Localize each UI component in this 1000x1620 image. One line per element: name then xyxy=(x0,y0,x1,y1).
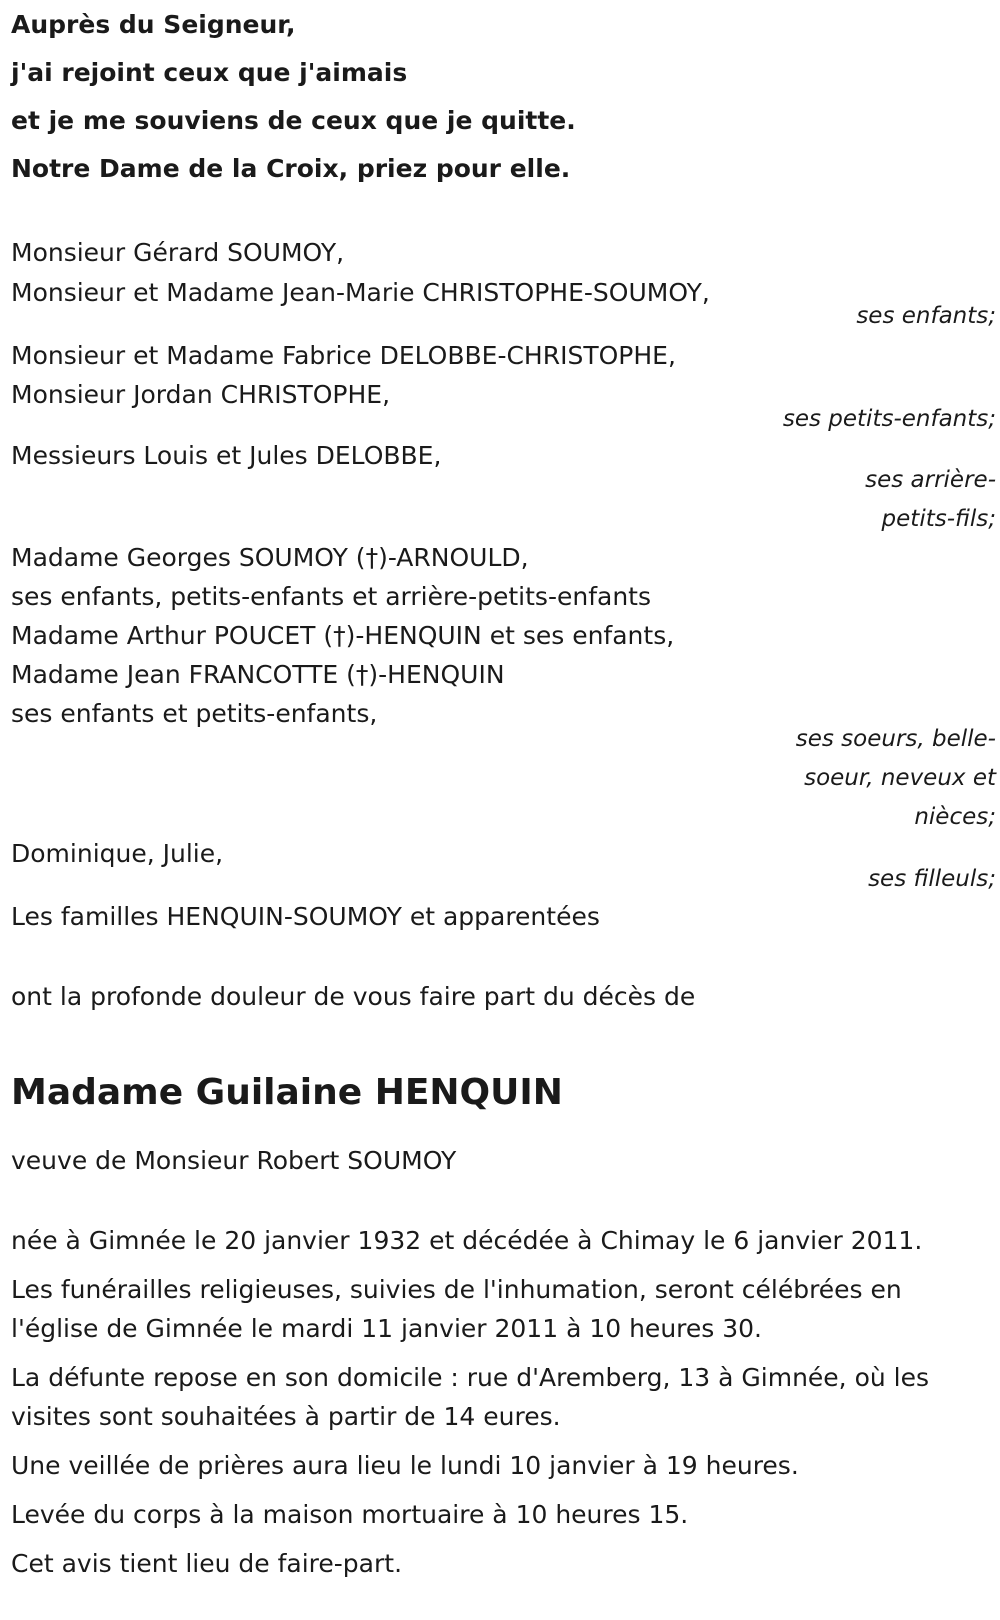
relation-siblings-1: ses soeurs, belle- xyxy=(795,726,996,752)
family-children-line-2: Monsieur et Madame Jean-Marie CHRISTOPHE-SOUMOY, xyxy=(11,278,710,307)
family-godchildren-line-1: Dominique, Julie, xyxy=(11,839,224,868)
relation-great-grandchildren-2: petits-fils; xyxy=(881,506,996,532)
family-related-families: Les familles HENQUIN-SOUMOY et apparentées xyxy=(11,902,600,931)
family-siblings-line-4: Madame Jean FRANCOTTE (†)-HENQUIN xyxy=(11,660,505,689)
levee: Levée du corps à la maison mortuaire à 10 heures 15. xyxy=(11,1500,689,1529)
family-siblings-line-3: Madame Arthur POUCET (†)-HENQUIN et ses enfants, xyxy=(11,621,675,650)
announcement: ont la profonde douleur de vous faire part du décès de xyxy=(11,982,696,1011)
family-grandchildren-line-2: Monsieur Jordan CHRISTOPHE, xyxy=(11,380,391,409)
funeral-line-2: l'église de Gimnée le mardi 11 janvier 2011 à 10 heures 30. xyxy=(11,1314,763,1343)
birth-death: née à Gimnée le 20 janvier 1932 et décédée à Chimay le 6 janvier 2011. xyxy=(11,1226,923,1255)
family-children-line-1: Monsieur Gérard SOUMOY, xyxy=(11,238,345,267)
widow-of: veuve de Monsieur Robert SOUMOY xyxy=(11,1146,457,1175)
relation-godchildren: ses filleuls; xyxy=(868,866,996,892)
relation-grandchildren: ses petits-enfants; xyxy=(782,406,996,432)
relation-siblings-3: nièces; xyxy=(914,804,996,830)
family-grandchildren-line-1: Monsieur et Madame Fabrice DELOBBE-CHRISTOPHE, xyxy=(11,341,676,370)
deceased-name: Madame Guilaine HENQUIN xyxy=(11,1072,563,1113)
relation-siblings-2: soeur, neveux et xyxy=(804,765,996,791)
prayer-line-3: et je me souviens de ceux que je quitte. xyxy=(11,106,576,135)
prayer-line-4: Notre Dame de la Croix, priez pour elle. xyxy=(11,154,571,183)
prayer-line-1: Auprès du Seigneur, xyxy=(11,10,296,39)
family-siblings-line-1: Madame Georges SOUMOY (†)-ARNOULD, xyxy=(11,543,529,572)
relation-great-grandchildren-1: ses arrière- xyxy=(865,467,996,493)
relation-children: ses enfants; xyxy=(856,303,996,329)
prayer-line-2: j'ai rejoint ceux que j'aimais xyxy=(11,58,408,87)
family-siblings-line-5: ses enfants et petits-enfants, xyxy=(11,699,378,728)
notice: Cet avis tient lieu de faire-part. xyxy=(11,1549,403,1578)
rests-line-2: visites sont souhaitées à partir de 14 eures. xyxy=(11,1402,561,1431)
vigil: Une veillée de prières aura lieu le lundi 10 janvier à 19 heures. xyxy=(11,1451,799,1480)
funeral-line-1: Les funérailles religieuses, suivies de l'inhumation, seront célébrées en xyxy=(11,1275,902,1304)
family-siblings-line-2: ses enfants, petits-enfants et arrière-petits-enfants xyxy=(11,582,651,611)
family-great-grandchildren-line-1: Messieurs Louis et Jules DELOBBE, xyxy=(11,441,442,470)
rests-line-1: La défunte repose en son domicile : rue d'Aremberg, 13 à Gimnée, où les xyxy=(11,1363,930,1392)
